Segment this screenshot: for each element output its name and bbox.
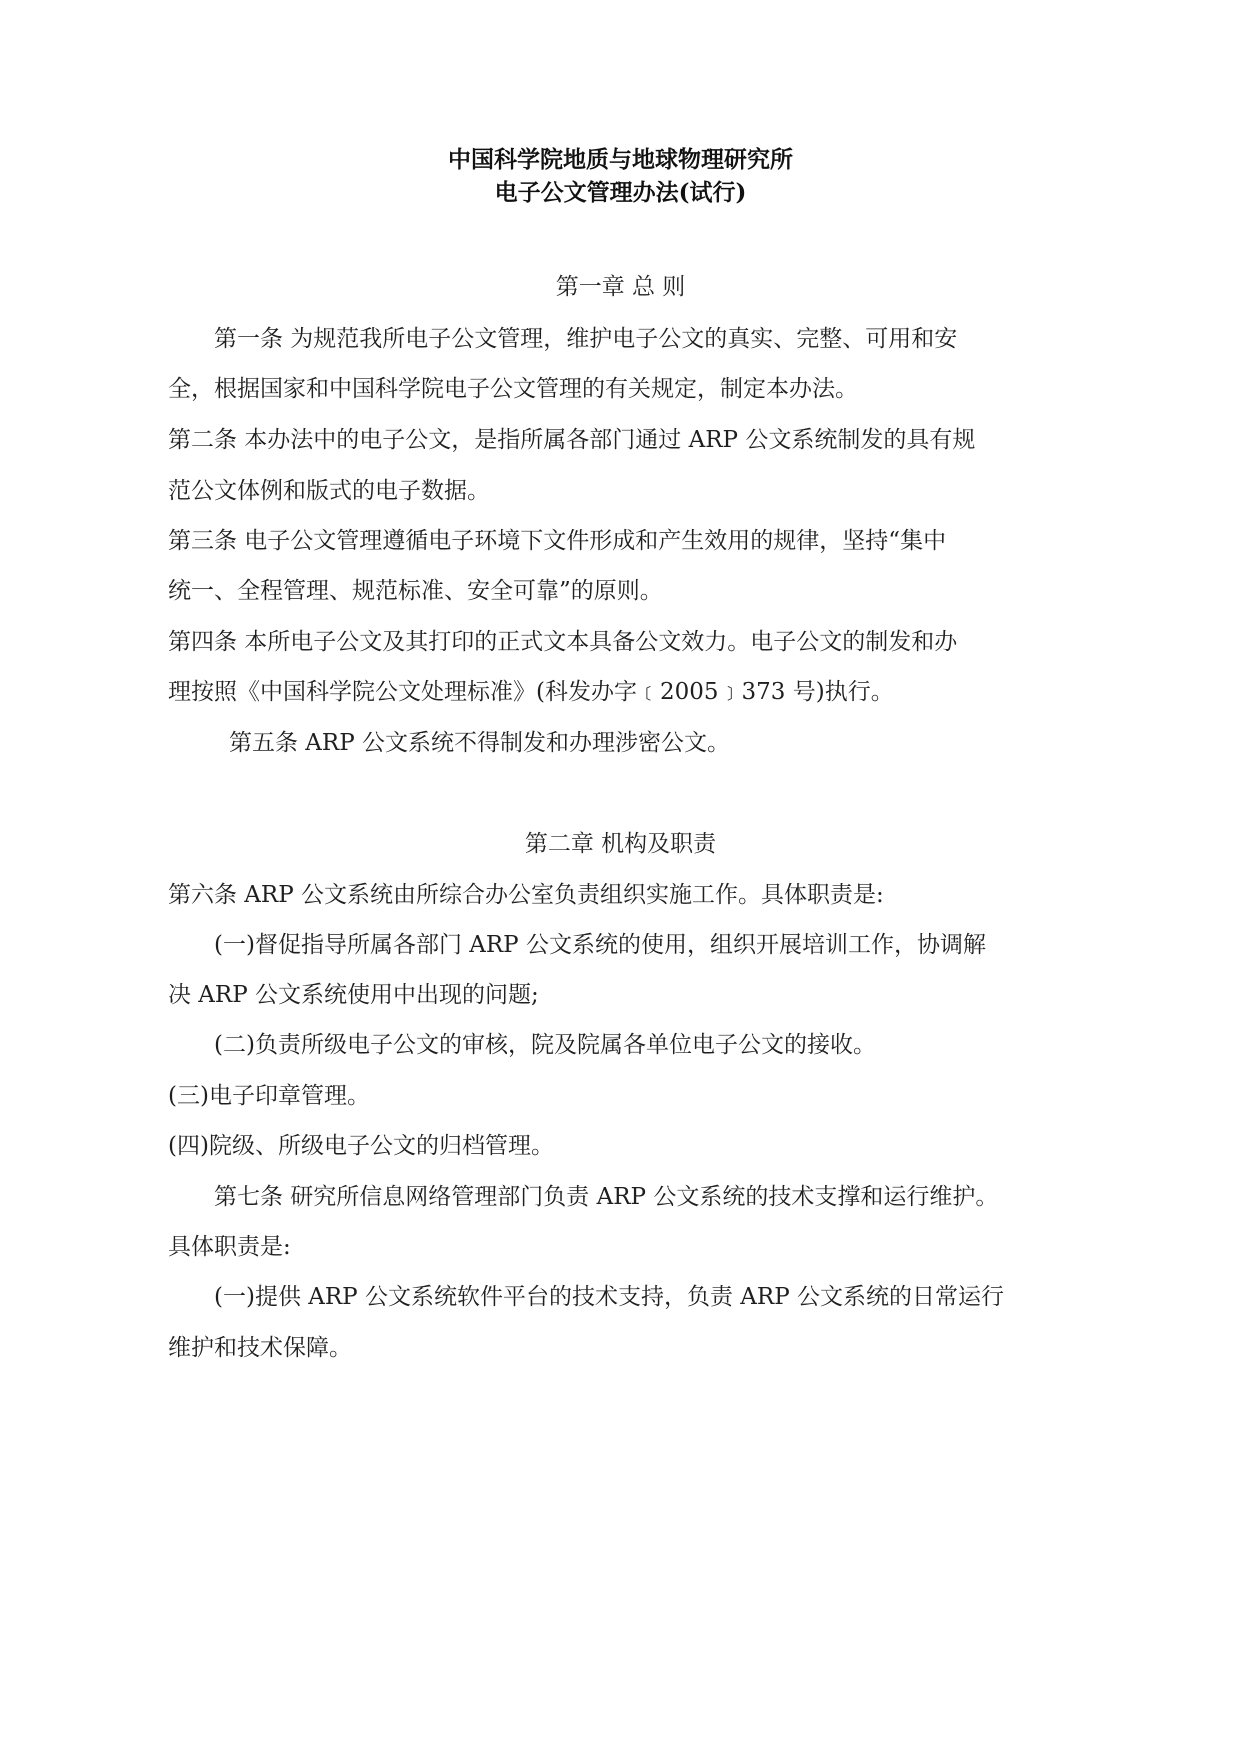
article-6-item-1-line-1: (一)督促指导所属各部门 ARP 公文系统的使用，组织开展培训工作，协调解: [214, 932, 986, 958]
article-5-line-1: 第五条 ARP 公文系统不得制发和办理涉密公文。: [229, 730, 731, 756]
article-1-line-1: 第一条 为规范我所电子公文管理，维护电子公文的真实、完整、可用和安: [214, 326, 958, 352]
article-7-line-2: 具体职责是:: [168, 1234, 291, 1260]
article-7-item-1-line-1: (一)提供 ARP 公文系统软件平台的技术支持，负责 ARP 公文系统的日常运行: [214, 1284, 1004, 1310]
document-title-line1: 中国科学院地质与地球物理研究所: [448, 146, 793, 173]
chapter-heading-2: 第二章 机构及职责: [524, 831, 717, 857]
article-1-line-2: 全，根据国家和中国科学院电子公文管理的有关规定，制定本办法。: [168, 376, 858, 402]
article-4-line-1: 第四条 本所电子公文及其打印的正式文本具备公文效力。电子公文的制发和办: [168, 629, 958, 655]
article-2-line-2: 范公文体例和版式的电子数据。: [168, 478, 490, 504]
article-6-line-1: 第六条 ARP 公文系统由所综合办公室负责组织实施工作。具体职责是:: [168, 882, 884, 908]
article-3-line-1: 第三条 电子公文管理遵循电子环境下文件形成和产生效用的规律，坚持“集中: [168, 528, 947, 554]
article-4-line-2: 理按照《中国科学院公文处理标准》(科发办字﹝2005﹞373 号)执行。: [168, 679, 894, 705]
article-6-item-4: (四)院级、所级电子公文的归档管理。: [168, 1133, 554, 1159]
document-title-line2: 电子公文管理办法(试行): [494, 179, 747, 206]
article-3-line-2: 统一、全程管理、规范标准、安全可靠”的原则。: [168, 578, 663, 604]
article-7-line-1: 第七条 研究所信息网络管理部门负责 ARP 公文系统的技术支撑和运行维护。: [214, 1184, 999, 1210]
article-6-item-2: (二)负责所级电子公文的审核，院及院属各单位电子公文的接收。: [214, 1032, 876, 1058]
chapter-heading-1: 第一章 总 则: [555, 274, 686, 300]
article-2-line-1: 第二条 本办法中的电子公文，是指所属各部门通过 ARP 公文系统制发的具有规: [168, 427, 976, 453]
article-6-item-1-line-2: 决 ARP 公文系统使用中出现的问题;: [168, 982, 539, 1008]
article-6-item-3: (三)电子印章管理。: [168, 1083, 370, 1109]
article-7-item-1-line-2: 维护和技术保障。: [168, 1335, 352, 1361]
